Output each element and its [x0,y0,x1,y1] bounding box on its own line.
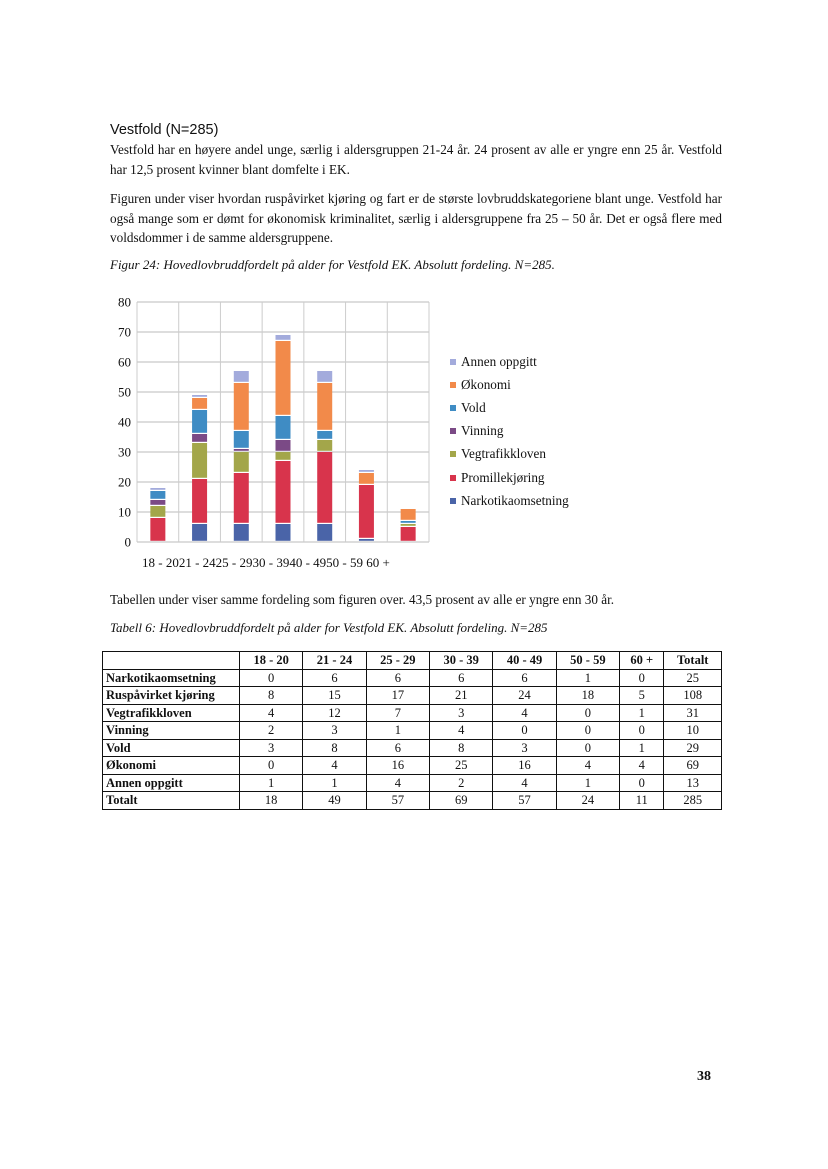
table-cell: 18 [556,687,619,705]
legend-item [450,420,569,443]
page-number: 38 [697,1069,711,1084]
table-cell: 0 [556,739,619,757]
bar-segment [317,431,332,439]
table-cell: 4 [493,774,556,792]
legend-swatch [450,359,456,365]
table-row [103,757,722,775]
bar-segment [234,449,249,451]
legend-label: Økonomi [461,376,511,392]
table-cell: 0 [240,669,303,687]
legend-item [450,466,569,489]
table-cell: 5 [620,687,664,705]
x-tick-labels: 18 - 2021 - 2425 - 2930 - 3940 - 4950 - 59 60 + [142,555,390,570]
y-tick-label: 10 [118,504,131,520]
column-header: 18 - 20 [240,652,303,670]
bar-segment [401,527,416,541]
table-cell: 25 [664,669,722,687]
table-cell: 12 [303,704,366,722]
bar-segment [150,488,165,490]
table-cell: 57 [366,792,429,810]
legend-swatch [450,405,456,411]
table-cell: 57 [493,792,556,810]
table-row [103,704,722,722]
bar-segment [192,395,207,397]
figure-caption: Figur 24: Hovedlovbruddfordelt på alder for Vestfold EK. Absolutt fordeling. N=285. [110,257,555,272]
table-cell: 16 [366,757,429,775]
column-header: Totalt [664,652,722,670]
row-label: Ruspåvirket kjøring [103,687,240,705]
bar-segment [192,398,207,409]
table-cell: 0 [556,704,619,722]
bar-segment [317,524,332,541]
bar-segment [276,452,291,460]
table-row [103,739,722,757]
bar-segment [401,524,416,526]
table-cell: 3 [493,739,556,757]
bar-segment [317,383,332,430]
table-header-row [103,652,722,670]
row-label: Totalt [103,792,240,810]
table-cell: 1 [303,774,366,792]
bar-segment [276,524,291,541]
bar-segment [234,431,249,448]
bar-segment [401,509,416,520]
table-cell: 7 [366,704,429,722]
table-cell: 1 [366,722,429,740]
legend-label: Vinning [461,423,504,439]
table-cell: 285 [664,792,722,810]
table-body [103,669,722,809]
table-cell: 4 [366,774,429,792]
legend-item [450,373,569,396]
bar-segment [276,416,291,439]
intro-paragraph: Vestfold har en høyere andel unge, særlig i aldersgruppen 21-24 år. 24 prosent av alle er yngre enn 25 år. Vestfold har 12,5 prosent kvinner blant domfelte i EK. [110,142,722,177]
table-cell: 0 [620,774,664,792]
table-cell: 2 [430,774,493,792]
legend-label: Annen oppgitt [461,353,537,369]
table-row [103,774,722,792]
table-cell: 2 [240,722,303,740]
row-label: Økonomi [103,757,240,775]
table-cell: 24 [493,687,556,705]
column-header: 50 - 59 [556,652,619,670]
section-heading: Vestfold (N=285) [110,122,219,138]
legend-label: Promillekjøring [461,469,545,485]
table-cell: 10 [664,722,722,740]
bar-segment [317,371,332,382]
row-label: Vegtrafikkloven [103,704,240,722]
table-cell: 6 [366,669,429,687]
data-table [102,651,722,810]
bar-segment [276,461,291,523]
legend-label: Narkotikaomsetning [461,492,569,508]
row-label: Annen oppgitt [103,774,240,792]
figure-description-paragraph: Figuren under viser hvordan ruspåvirket kjøring og fart er de største lovbruddskategoriene blant unge. Vestfold har også mange som er dømt for økonomisk kriminalitet, særlig i aldersgruppene fra 25 – 50 år. Det er også flere med voldsdommer i de samme aldersgruppene. [110,191,722,245]
y-tick-label: 20 [118,474,131,490]
table-cell: 18 [240,792,303,810]
table-cell: 4 [620,757,664,775]
table-cell: 69 [430,792,493,810]
bar-segment [317,452,332,523]
y-tick-label: 50 [118,384,131,400]
table-cell: 6 [303,669,366,687]
table-intro-paragraph: Tabellen under viser samme fordeling som figuren over. 43,5 prosent av alle er yngre enn 30 år. [110,592,615,607]
table-cell: 0 [493,722,556,740]
bar-segment [359,539,374,541]
bar-segment [276,440,291,451]
table-cell: 6 [366,739,429,757]
legend-item [450,489,569,512]
table-cell: 4 [303,757,366,775]
bar-segment [359,470,374,472]
column-header: 30 - 39 [430,652,493,670]
row-label: Narkotikaomsetning [103,669,240,687]
column-header: 60 + [620,652,664,670]
bar-segment [234,452,249,472]
table-cell: 0 [240,757,303,775]
legend-label: Vegtrafikkloven [461,446,546,462]
bar-segment [192,443,207,478]
table-cell: 0 [620,669,664,687]
bar-segment [192,410,207,433]
legend-swatch [450,475,456,481]
table-cell: 1 [620,704,664,722]
legend-label: Vold [461,399,486,415]
y-tick-label: 70 [118,324,131,340]
table-cell: 16 [493,757,556,775]
table-row [103,792,722,810]
table-cell: 1 [556,669,619,687]
table-cell: 4 [556,757,619,775]
bar-segment [234,524,249,541]
column-header [103,652,240,670]
table-cell: 69 [664,757,722,775]
y-tick-label: 0 [124,534,131,550]
table-cell: 31 [664,704,722,722]
table-row [103,669,722,687]
table-row [103,687,722,705]
legend-item [450,443,569,466]
legend-swatch [450,382,456,388]
legend-item [450,396,569,419]
table-cell: 29 [664,739,722,757]
bar-segment [192,479,207,523]
table-cell: 1 [556,774,619,792]
legend-item [450,350,569,373]
table-cell: 49 [303,792,366,810]
table-cell: 15 [303,687,366,705]
bar-segment [150,491,165,499]
table-cell: 25 [430,757,493,775]
chart-legend [450,350,569,512]
legend-swatch [450,451,456,457]
table-cell: 108 [664,687,722,705]
column-header: 25 - 29 [366,652,429,670]
legend-swatch [450,428,456,434]
table-cell: 8 [430,739,493,757]
stacked-bar-chart [104,290,434,575]
bar-segment [234,473,249,523]
table-cell: 3 [430,704,493,722]
table-cell: 4 [430,722,493,740]
bar-segment [150,506,165,517]
table-caption: Tabell 6: Hovedlovbruddfordelt på alder for Vestfold EK. Absolutt fordeling. N=285 [110,620,548,635]
row-label: Vinning [103,722,240,740]
bar-segment [150,500,165,505]
bar-segment [192,524,207,541]
bar-segment [276,341,291,415]
table-cell: 4 [493,704,556,722]
table-cell: 13 [664,774,722,792]
bar-segment [317,440,332,451]
table-row [103,722,722,740]
bar-segment [401,521,416,523]
table-cell: 8 [303,739,366,757]
bar-segment [234,371,249,382]
y-tick-label: 30 [118,444,131,460]
bar-segment [192,434,207,442]
bar-segment [276,335,291,340]
table-cell: 6 [493,669,556,687]
bar-segment [359,473,374,484]
table-cell: 3 [303,722,366,740]
table-cell: 17 [366,687,429,705]
bar-segment [234,383,249,430]
column-header: 40 - 49 [493,652,556,670]
y-tick-label: 80 [118,294,131,310]
table-cell: 0 [556,722,619,740]
bar-segment [359,485,374,538]
row-label: Vold [103,739,240,757]
table-cell: 8 [240,687,303,705]
table-cell: 1 [240,774,303,792]
table-cell: 1 [620,739,664,757]
table-cell: 21 [430,687,493,705]
column-header: 21 - 24 [303,652,366,670]
y-tick-label: 40 [118,414,131,430]
legend-swatch [450,498,456,504]
table-cell: 11 [620,792,664,810]
table-cell: 3 [240,739,303,757]
y-tick-label: 60 [118,354,131,370]
bar-segment [150,518,165,541]
table-cell: 6 [430,669,493,687]
table-cell: 0 [620,722,664,740]
table-cell: 4 [240,704,303,722]
table-cell: 24 [556,792,619,810]
